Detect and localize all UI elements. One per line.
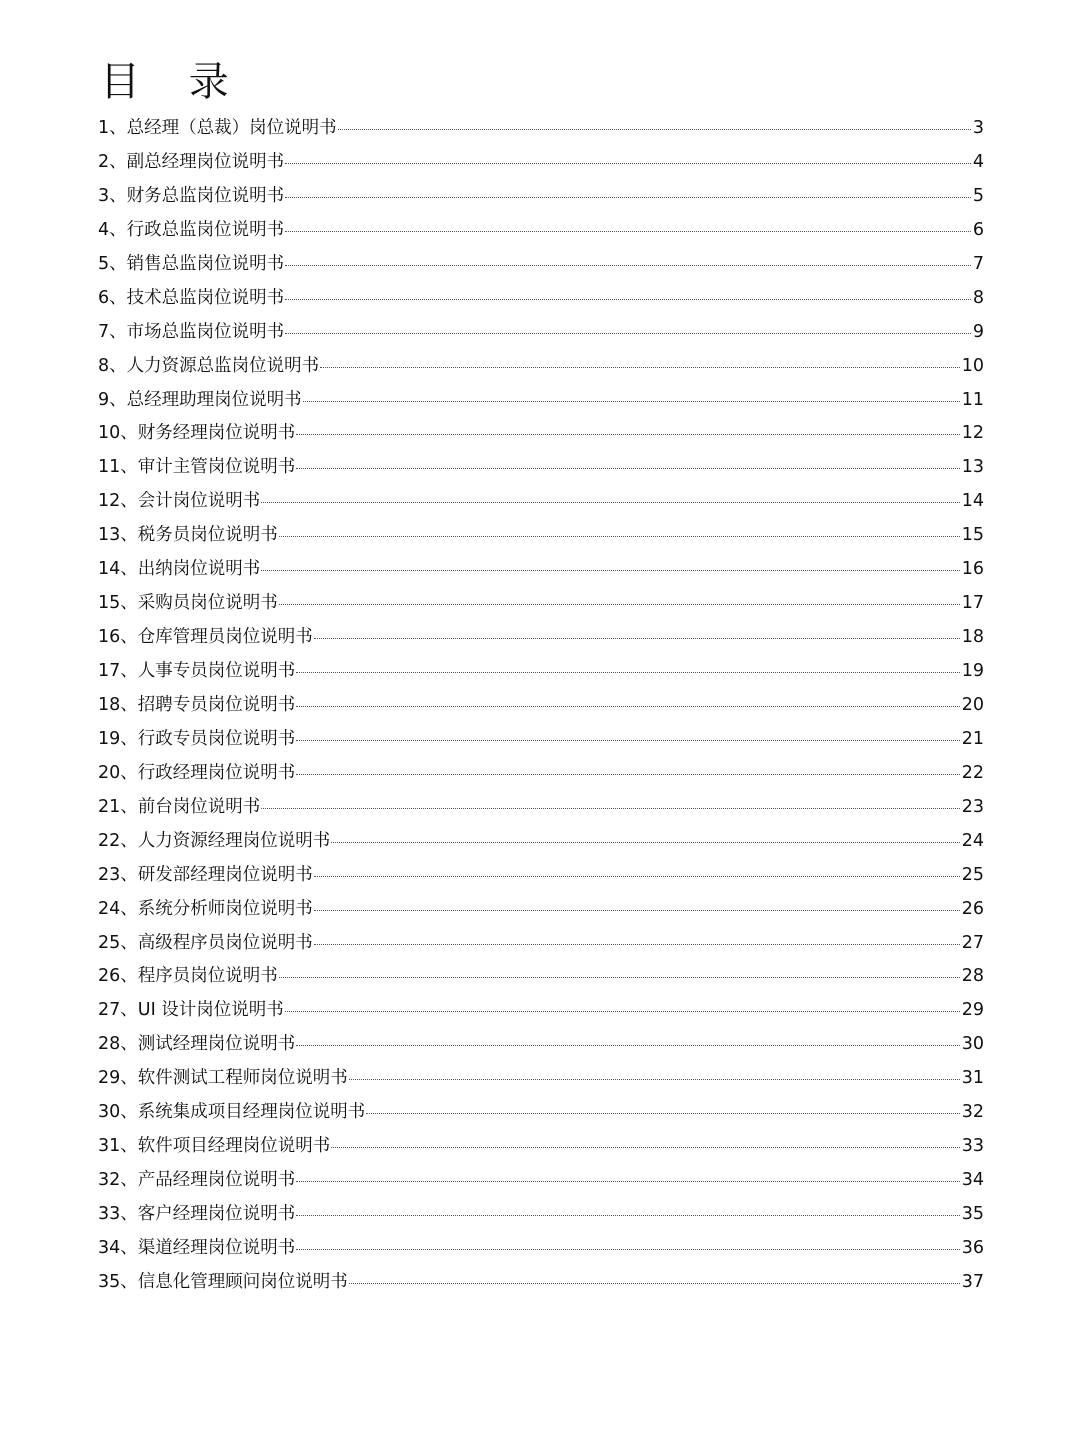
toc-entry[interactable]	[98, 1131, 984, 1165]
toc-entry-label: 24、系统分析师岗位说明书	[98, 898, 313, 919]
toc-entry[interactable]	[98, 520, 984, 554]
toc-dot-leader	[366, 1112, 959, 1114]
toc-entry[interactable]	[98, 995, 984, 1029]
toc-entry[interactable]	[98, 249, 984, 283]
toc-entry-page-number: 35	[961, 1204, 984, 1224]
toc-entry[interactable]	[98, 486, 984, 520]
toc-entry-page-number: 9	[972, 321, 984, 342]
toc-dot-leader	[285, 230, 971, 232]
toc-entry-label: 15、采购员岗位说明书	[98, 593, 278, 614]
toc-dot-leader	[285, 196, 971, 198]
toc-entry[interactable]	[98, 656, 984, 690]
toc-entry-label: 9、总经理助理岗位说明书	[98, 389, 302, 410]
toc-entry[interactable]	[98, 283, 984, 317]
toc-entry-page-number: 5	[972, 185, 984, 206]
toc-entry-page-number: 34	[961, 1170, 984, 1191]
toc-entry[interactable]	[98, 894, 984, 928]
toc-dot-leader	[349, 1282, 960, 1284]
toc-dot-leader	[285, 332, 971, 334]
toc-entry[interactable]	[98, 690, 984, 724]
toc-entry-label: 18、招聘专员岗位说明书	[98, 694, 296, 715]
toc-entry-page-number: 22	[961, 762, 984, 783]
toc-dot-leader	[314, 943, 960, 945]
toc-entry[interactable]	[98, 826, 984, 860]
toc-entry-label: 34、渠道经理岗位说明书	[98, 1237, 296, 1258]
toc-entry-page-number: 33	[961, 1136, 984, 1157]
toc-entry[interactable]	[98, 928, 984, 962]
toc-entry-page-number: 23	[961, 796, 984, 817]
toc-entry-page-number: 29	[961, 1000, 984, 1021]
toc-dot-leader	[285, 1010, 960, 1012]
toc-entry[interactable]	[98, 758, 984, 792]
toc-dot-leader	[296, 1044, 959, 1046]
table-of-contents	[98, 113, 984, 1301]
toc-entry[interactable]	[98, 961, 984, 995]
toc-entry-label: 5、销售总监岗位说明书	[98, 253, 285, 274]
toc-entry[interactable]	[98, 792, 984, 826]
toc-entry-page-number: 6	[972, 219, 984, 240]
toc-dot-leader	[261, 807, 959, 809]
toc-entry[interactable]	[98, 588, 984, 622]
toc-dot-leader	[296, 1214, 959, 1216]
toc-entry-label: 26、程序员岗位说明书	[98, 966, 278, 987]
toc-entry-page-number: 14	[961, 491, 984, 512]
toc-entry[interactable]	[98, 385, 984, 419]
toc-entry-page-number: 3	[972, 118, 984, 138]
toc-dot-leader	[296, 467, 959, 469]
toc-dot-leader	[296, 433, 959, 435]
toc-entry-page-number: 16	[961, 559, 984, 580]
toc-entry[interactable]	[98, 147, 984, 181]
toc-entry-page-number: 37	[961, 1271, 984, 1292]
toc-entry-label: 12、会计岗位说明书	[98, 491, 261, 512]
toc-entry-label: 27、UI 设计岗位说明书	[98, 1000, 284, 1021]
toc-dot-leader	[285, 264, 971, 266]
toc-entry-label: 14、出纳岗位说明书	[98, 559, 261, 580]
toc-entry[interactable]	[98, 215, 984, 249]
toc-entry-page-number: 36	[961, 1237, 984, 1258]
toc-entry-label: 29、软件测试工程师岗位说明书	[98, 1068, 348, 1089]
toc-entry-label: 25、高级程序员岗位说明书	[98, 932, 313, 953]
toc-entry-label: 7、市场总监岗位说明书	[98, 321, 285, 342]
toc-entry[interactable]	[98, 1199, 984, 1233]
toc-dot-leader	[296, 705, 959, 707]
toc-entry-page-number: 28	[961, 966, 984, 987]
toc-dot-leader	[296, 671, 959, 673]
toc-dot-leader	[285, 298, 971, 300]
toc-entry-label: 1、总经理（总裁）岗位说明书	[98, 118, 337, 138]
toc-entry[interactable]	[98, 1233, 984, 1267]
toc-entry-page-number: 18	[961, 627, 984, 648]
toc-dot-leader	[261, 569, 959, 571]
toc-dot-leader	[261, 501, 959, 503]
toc-entry-page-number: 17	[961, 593, 984, 614]
toc-entry[interactable]	[98, 113, 984, 147]
toc-entry-page-number: 30	[961, 1034, 984, 1055]
toc-entry-page-number: 13	[961, 457, 984, 478]
toc-entry[interactable]	[98, 1267, 984, 1301]
toc-entry-label: 4、行政总监岗位说明书	[98, 219, 285, 240]
toc-entry-label: 3、财务总监岗位说明书	[98, 185, 285, 206]
toc-entry-page-number: 32	[961, 1102, 984, 1123]
toc-entry-label: 20、行政经理岗位说明书	[98, 762, 296, 783]
toc-entry-page-number: 8	[972, 287, 984, 308]
toc-entry-label: 2、副总经理岗位说明书	[98, 151, 285, 172]
toc-dot-leader	[279, 603, 960, 605]
toc-entry-label: 23、研发部经理岗位说明书	[98, 864, 313, 885]
toc-entry-label: 6、技术总监岗位说明书	[98, 287, 285, 308]
toc-entry-page-number: 7	[972, 253, 984, 274]
toc-dot-leader	[296, 1248, 959, 1250]
page-title: 目 录	[100, 59, 247, 105]
toc-dot-leader	[331, 1146, 959, 1148]
toc-entry-label: 22、人力资源经理岗位说明书	[98, 830, 331, 851]
toc-entry[interactable]	[98, 317, 984, 351]
toc-entry[interactable]	[98, 1029, 984, 1063]
toc-entry-label: 31、软件项目经理岗位说明书	[98, 1136, 331, 1157]
toc-entry[interactable]	[98, 181, 984, 215]
toc-entry-page-number: 4	[972, 151, 984, 172]
toc-entry[interactable]	[98, 860, 984, 894]
toc-entry-page-number: 11	[961, 389, 984, 410]
toc-entry-label: 16、仓库管理员岗位说明书	[98, 627, 313, 648]
toc-entry-page-number: 25	[961, 864, 984, 885]
toc-dot-leader	[331, 841, 959, 843]
toc-entry-label: 35、信息化管理顾问岗位说明书	[98, 1271, 348, 1292]
toc-entry-page-number: 27	[961, 932, 984, 953]
toc-entry[interactable]	[98, 452, 984, 486]
toc-entry-label: 21、前台岗位说明书	[98, 796, 261, 817]
toc-entry-page-number: 31	[961, 1068, 984, 1089]
toc-entry-label: 33、客户经理岗位说明书	[98, 1204, 296, 1224]
toc-dot-leader	[314, 637, 960, 639]
toc-entry-label: 10、财务经理岗位说明书	[98, 423, 296, 444]
toc-entry[interactable]	[98, 1063, 984, 1097]
toc-entry-page-number: 24	[961, 830, 984, 851]
toc-dot-leader	[314, 909, 960, 911]
toc-dot-leader	[296, 739, 959, 741]
toc-dot-leader	[349, 1078, 960, 1080]
toc-entry-page-number: 10	[961, 355, 984, 376]
toc-entry[interactable]	[98, 418, 984, 452]
toc-dot-leader	[296, 1180, 959, 1182]
toc-dot-leader	[303, 400, 960, 402]
toc-entry-label: 11、审计主管岗位说明书	[98, 457, 296, 478]
toc-entry[interactable]	[98, 724, 984, 758]
toc-entry-page-number: 15	[961, 525, 984, 546]
toc-entry-page-number: 20	[961, 694, 984, 715]
toc-dot-leader	[296, 773, 959, 775]
toc-entry[interactable]	[98, 622, 984, 656]
toc-entry-label: 17、人事专员岗位说明书	[98, 661, 296, 681]
toc-entry[interactable]	[98, 1165, 984, 1199]
toc-entry-page-number: 26	[961, 898, 984, 919]
toc-dot-leader	[320, 366, 960, 368]
toc-entry-label: 8、人力资源总监岗位说明书	[98, 355, 320, 376]
toc-entry[interactable]	[98, 554, 984, 588]
toc-dot-leader	[285, 162, 971, 164]
toc-entry-page-number: 19	[961, 661, 984, 681]
toc-entry-label: 19、行政专员岗位说明书	[98, 728, 296, 749]
toc-dot-leader	[338, 128, 971, 130]
toc-dot-leader	[279, 535, 960, 537]
toc-entry-label: 28、测试经理岗位说明书	[98, 1034, 296, 1055]
toc-entry[interactable]	[98, 351, 984, 385]
toc-entry-page-number: 12	[961, 423, 984, 444]
toc-entry-page-number: 21	[961, 728, 984, 749]
toc-entry-label: 32、产品经理岗位说明书	[98, 1170, 296, 1191]
toc-dot-leader	[279, 976, 960, 978]
toc-dot-leader	[314, 875, 960, 877]
toc-entry[interactable]	[98, 1097, 984, 1131]
toc-entry-label: 13、税务员岗位说明书	[98, 525, 278, 546]
toc-entry-label: 30、系统集成项目经理岗位说明书	[98, 1102, 366, 1123]
